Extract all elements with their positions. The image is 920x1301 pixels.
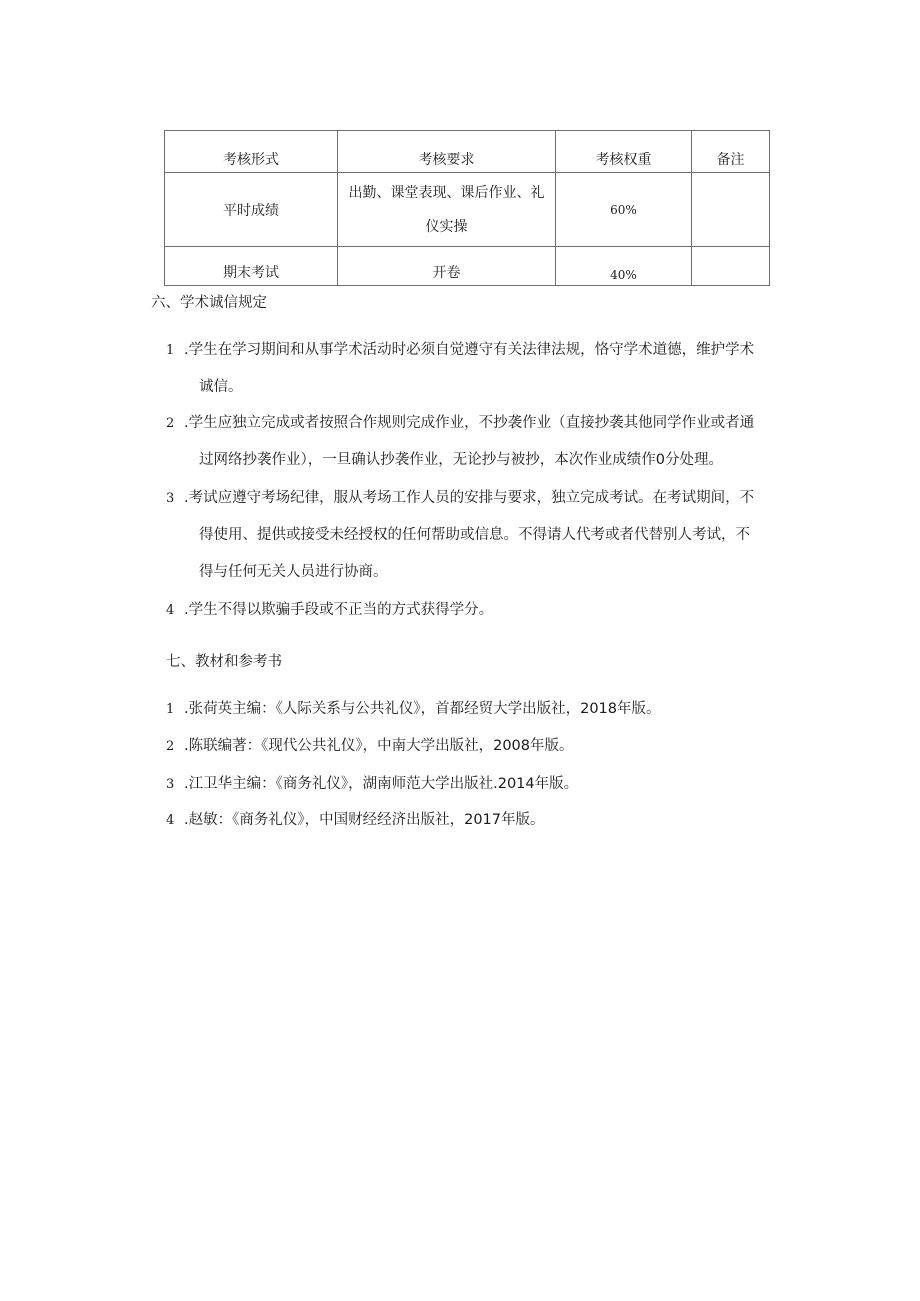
item-text: .学生应独立完成或者按照合作规则完成作业，不抄袭作业（直接抄袭其他同学作业或者通 xyxy=(184,415,755,431)
requirement-line: 仪实操 xyxy=(425,218,468,235)
section-title-integrity: 六、学术诚信规定 xyxy=(151,295,267,311)
table-cell-requirement xyxy=(338,173,556,247)
header-weight: 考核权重 xyxy=(595,152,652,168)
table-cell-requirement: 开卷 xyxy=(338,247,556,286)
item-text: .学生不得以欺骗手段或不正当的方式获得学分。 xyxy=(184,602,494,618)
header-cell xyxy=(556,131,692,173)
item-text: 诚信。 xyxy=(199,379,243,395)
table-header-row xyxy=(165,131,770,173)
header-cell xyxy=(692,131,770,173)
item-text: .学生在学习期间和从事学术活动时必须自觉遵守有关法律法规，恪守学术道德，维护学术 xyxy=(184,342,755,358)
table-cell-weight: 40% xyxy=(556,247,692,286)
ref-number: 1 xyxy=(166,702,175,717)
header-cell xyxy=(165,131,338,173)
table-cell-note xyxy=(692,247,770,286)
list-item xyxy=(166,405,806,479)
ref-text: .江卫华主编：《商务礼仪》，湖南师范大学出版社.2014年版。 xyxy=(184,776,579,792)
table-row xyxy=(165,173,770,247)
assessment-table xyxy=(164,130,770,286)
table-cell-form: 平时成绩 xyxy=(165,173,338,247)
section-title-textbooks: 七、教材和参考书 xyxy=(166,654,282,670)
item-number: 4 xyxy=(166,603,175,618)
ref-number: 2 xyxy=(166,739,175,754)
item-number: 3 xyxy=(166,491,175,506)
item-number: 2 xyxy=(166,416,175,431)
ref-text: .张荷英主编：《人际关系与公共礼仪》，首都经贸大学出版社，2018年版。 xyxy=(184,701,661,717)
reference-item xyxy=(166,697,661,718)
reference-item xyxy=(166,772,578,793)
header-requirement: 考核要求 xyxy=(418,152,475,168)
reference-item xyxy=(166,808,545,829)
item-text: .考试应遵守考场纪律，服从考场工作人员的安排与要求，独立完成考试。在考试期间，不 xyxy=(184,490,755,506)
ref-number: 4 xyxy=(166,813,175,828)
table-cell-form: 期末考试 xyxy=(165,247,338,286)
table-row xyxy=(165,247,770,286)
ref-number: 3 xyxy=(166,777,175,792)
item-text: 得与任何无关人员进行协商。 xyxy=(199,564,388,580)
header-form: 考核形式 xyxy=(223,152,279,168)
item-text: 过网络抄袭作业），一旦确认抄袭作业，无论抄与被抄，本次作业成绩作0分处理。 xyxy=(199,452,723,468)
list-item xyxy=(166,592,806,629)
table-cell-note xyxy=(692,173,770,247)
item-text: 得使用、提供或接受未经授权的任何帮助或信息。不得请人代考或者代替别人考试，不 xyxy=(199,527,750,543)
list-item xyxy=(166,480,806,591)
header-cell xyxy=(338,131,556,173)
table-cell-weight: 60% xyxy=(556,173,692,247)
requirement-line: 出勤、课堂表现、课后作业、礼 xyxy=(348,184,545,201)
list-item xyxy=(166,332,806,406)
header-note: 备注 xyxy=(716,152,745,168)
item-number: 1 xyxy=(166,343,175,358)
ref-text: .陈联编著：《现代公共礼仪》，中南大学出版社，2008年版。 xyxy=(184,738,574,754)
ref-text: .赵敏：《商务礼仪》，中国财经经济出版社，2017年版。 xyxy=(184,812,545,828)
reference-item xyxy=(166,734,574,755)
